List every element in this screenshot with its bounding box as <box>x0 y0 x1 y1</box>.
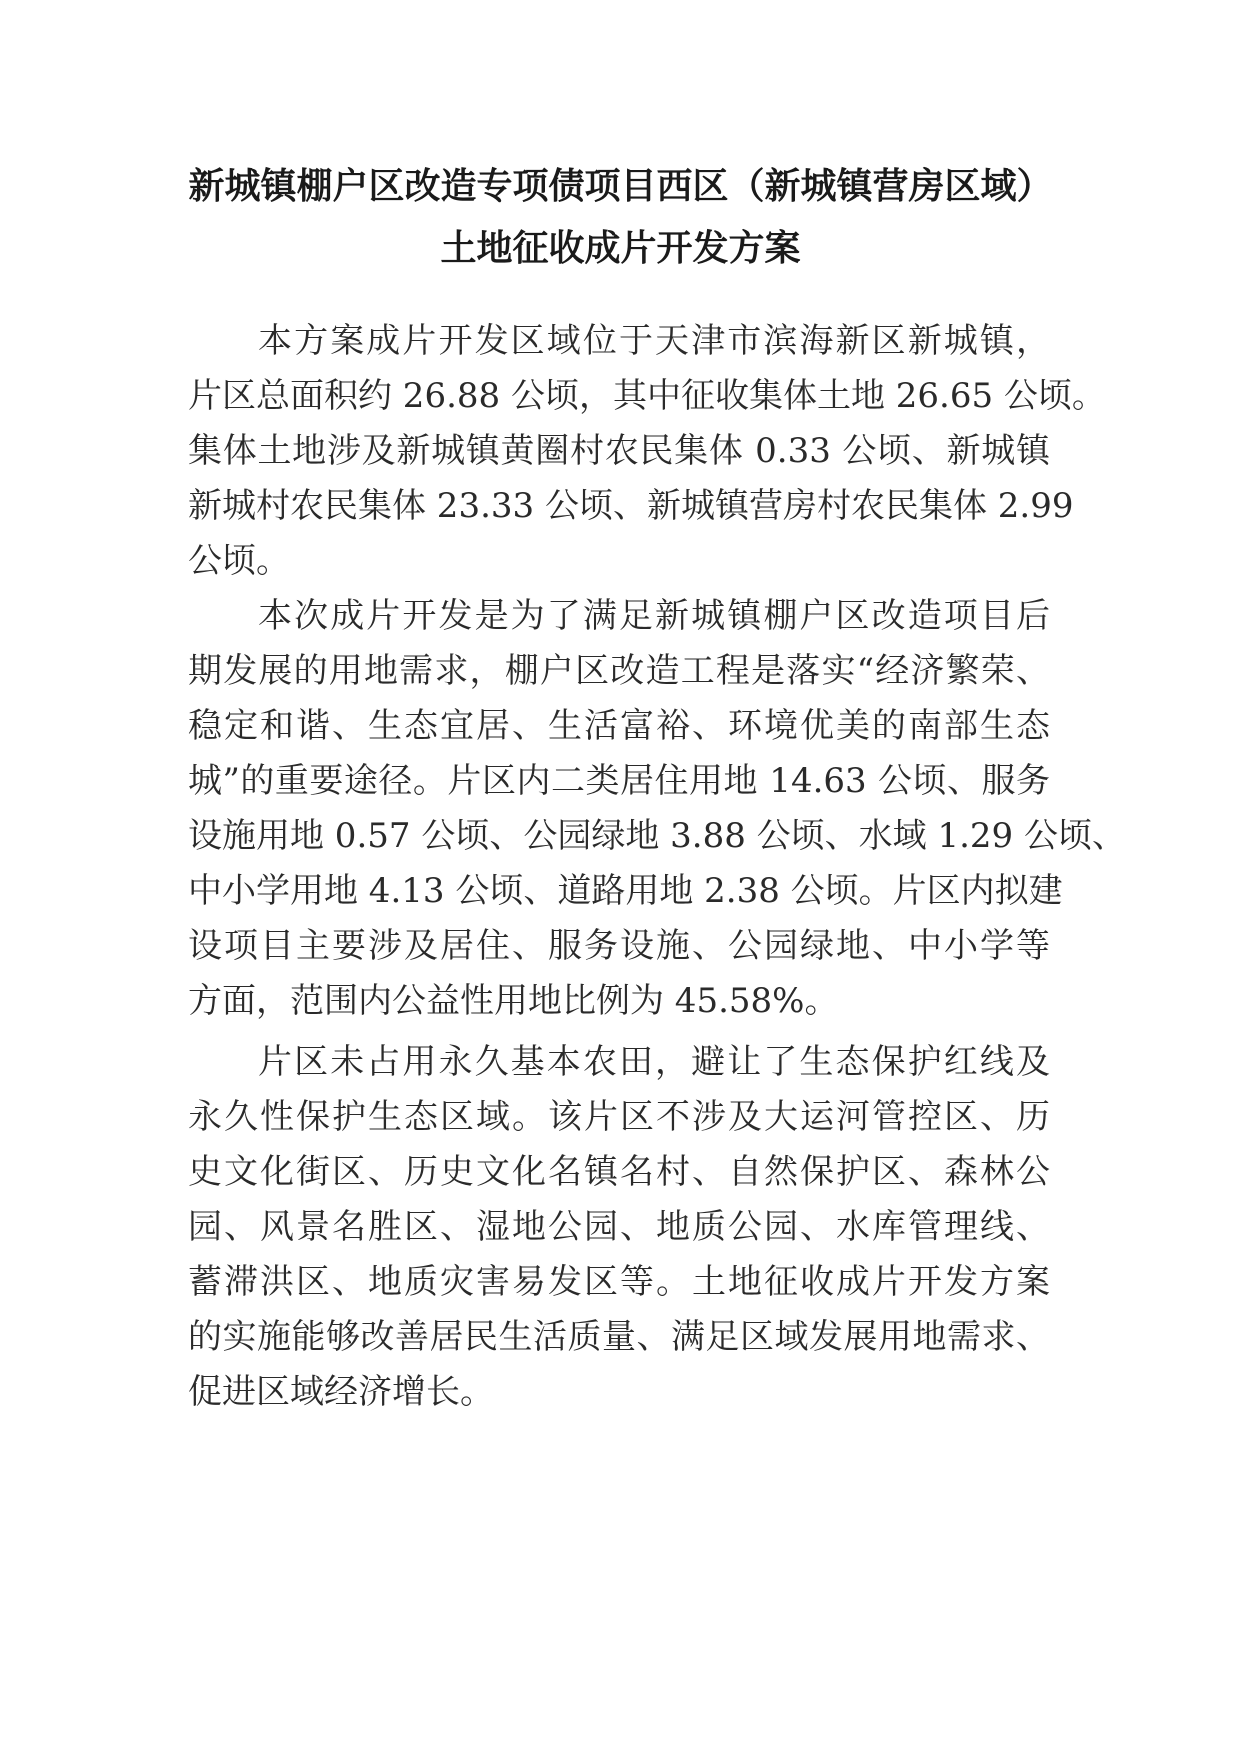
paragraph-3-line-6: 的实施能够改善居民生活质量、满足区域发展用地需求、 <box>188 1317 1050 1357</box>
paragraph-1-line-1: 本方案成片开发区域位于天津市滨海新区新城镇， <box>258 321 1050 361</box>
paragraph-2-line-8: 方面，范围内公益性用地比例为 45.58%。 <box>188 981 839 1021</box>
paragraph-3-line-2: 永久性保护生态区域。该片区不涉及大运河管控区、历 <box>188 1097 1050 1137</box>
paragraph-1-line-2: 片区总面积约 26.88 公顷，其中征收集体土地 26.65 公顷。 <box>188 376 1106 416</box>
paragraph-3-line-5: 蓄滞洪区、地质灾害易发区等。土地征收成片开发方案 <box>188 1262 1050 1302</box>
document-title-line-2: 土地征收成片开发方案 <box>440 228 801 269</box>
paragraph-2-line-3: 稳定和谐、生态宜居、生活富裕、环境优美的南部生态 <box>188 706 1050 746</box>
paragraph-1-line-3: 集体土地涉及新城镇黄圈村农民集体 0.33 公顷、新城镇 <box>188 431 1050 471</box>
paragraph-2-line-5: 设施用地 0.57 公顷、公园绿地 3.88 公顷、水域 1.29 公顷、 <box>188 816 1126 856</box>
paragraph-2-line-1: 本次成片开发是为了满足新城镇棚户区改造项目后 <box>258 596 1050 636</box>
paragraph-2-line-6: 中小学用地 4.13 公顷、道路用地 2.38 公顷。片区内拟建 <box>188 871 1063 911</box>
paragraph-1-line-4: 新城村农民集体 23.33 公顷、新城镇营房村农民集体 2.99 <box>188 486 1074 526</box>
paragraph-2-line-2: 期发展的用地需求，棚户区改造工程是落实“经济繁荣、 <box>188 651 1050 691</box>
paragraph-3-line-7: 促进区域经济增长。 <box>188 1372 494 1412</box>
paragraph-3-line-1: 片区未占用永久基本农田，避让了生态保护红线及 <box>258 1042 1050 1082</box>
paragraph-2-line-4: 城”的重要途径。片区内二类居住用地 14.63 公顷、服务 <box>188 761 1050 801</box>
paragraph-1-line-5: 公顷。 <box>188 541 290 581</box>
document-title-line-1: 新城镇棚户区改造专项债项目西区（新城镇营房区域） <box>188 166 1053 207</box>
paragraph-3-line-3: 史文化街区、历史文化名镇名村、自然保护区、森林公 <box>188 1152 1050 1192</box>
paragraph-2-line-7: 设项目主要涉及居住、服务设施、公园绿地、中小学等 <box>188 926 1050 966</box>
paragraph-3-line-4: 园、风景名胜区、湿地公园、地质公园、水库管理线、 <box>188 1207 1050 1247</box>
